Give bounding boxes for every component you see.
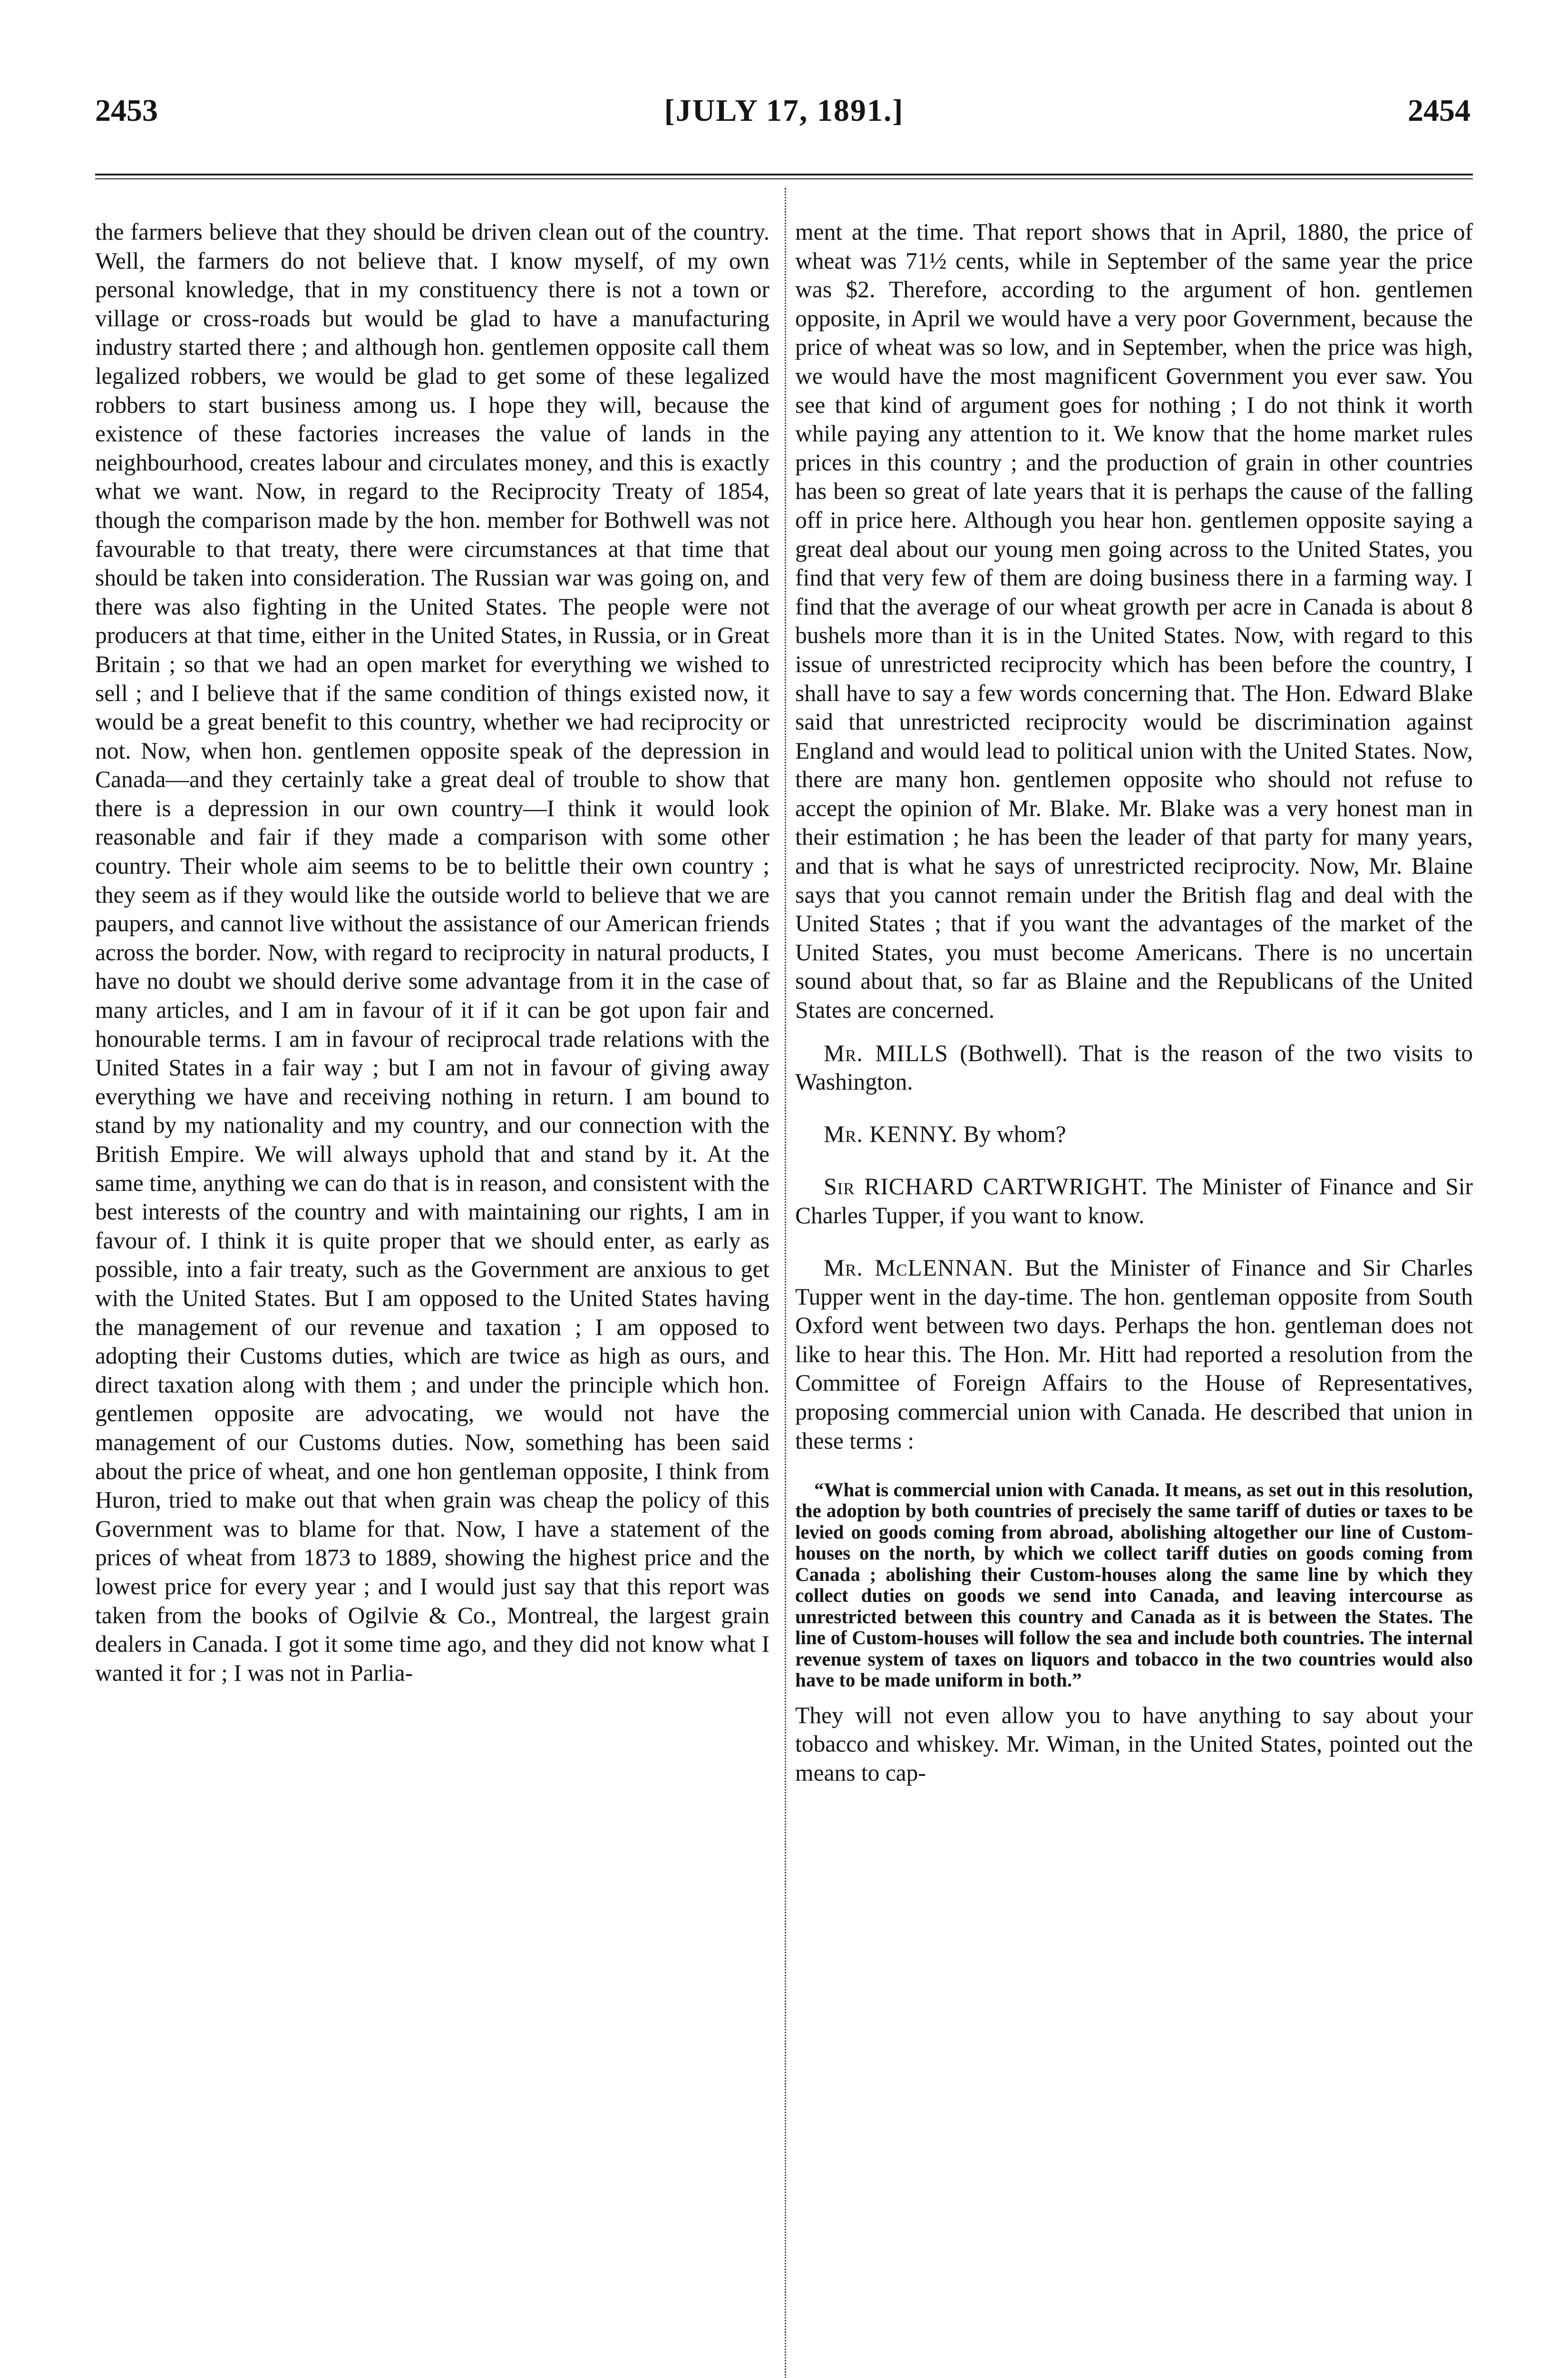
column-divider	[785, 188, 786, 2378]
speech-kenny-text: By whom?	[963, 1121, 1066, 1148]
speaker-kenny: Mr. KENNY.	[824, 1121, 958, 1148]
left-column	[95, 218, 769, 1687]
block-quote: “What is commercial union with Canada. It means, as set out in this resolution, the adoption by both countries of precisely the same tariff of duties or taxes to be levied on goods coming from abroad, abolishing altogether our line of Custom-houses on the north, by which we collect tariff duties on goods coming from Canada ; abolishing their Custom-houses along the same line by which they collect duties on goods we send into Canada, and leaving intercourse as unrestricted between this country and Canada as it is between the States. The line of Custom-houses will follow the sea and include both countries. The internal revenue system of taxes on liquors and tobacco in the two countries would also have to be made uniform in both.”	[795, 1478, 1473, 1691]
speaker-mclennan: Mr. McLENNAN.	[824, 1255, 1014, 1281]
header-rule-thin	[95, 178, 1473, 179]
right-column-opening: ment at the time. That report shows that in April, 1880, the price of wheat was 71½ cents, while in September of the same year the price was $2. Therefore, according to the argument of hon. gentlemen opposite, in April we would have a very poor Government, because the price of wheat was so low, and in September, when the price was high, we would have the most magnificent Government you ever saw. You see that kind of argument goes for nothing ; I do not think it worth while paying any attention to it. We know that the home market rules prices in this country ; and the production of grain in other countries has been so great of late years that it is perhaps the cause of the falling off in price here. Although you hear hon. gentlemen opposite saying a great deal about our young men going across to the United States, you find that very few of them are doing business there in a farming way. I find that the average of our wheat growth per acre in Canada is about 8 bushels more than it is in the United States. Now, with regard to this issue of unrestricted reciprocity which has been before the country, I shall have to say a few words concerning that. The Hon. Edward Blake said that unrestricted reciprocity would be discrimination against England and would lead to political union with the United States. Now, there are many hon. gentlemen opposite who should not refuse to accept the opinion of Mr. Blake. Mr. Blake was a very honest man in their estimation ; he has been the leader of that party for many years, and that is what he says of unrestricted reciprocity. Now, Mr. Blaine says that you cannot remain under the British flag and deal with the United States ; that if you want the advantages of the market of the United States, you must become Americans. There is no uncertain sound about that, so far as Blaine and the Republicans of the United States are concerned.	[795, 219, 1473, 1023]
right-column	[795, 218, 1473, 1788]
left-column-text: the farmers believe that they should be driven clean out of the country. Well, the farmers do not believe that. I know myself, of my own personal knowledge, that in my constituency there is not a town or village or cross-roads but would be glad to have a manufacturing industry started there ; and although hon. gentlemen opposite call them legalized robbers, we would be glad to get some of these legalized robbers to start business among us. I hope they will, because the existence of these factories increases the value of lands in the neighbourhood, creates labour and circulates money, and this is exactly what we want. Now, in regard to the Reciprocity Treaty of 1854, though the comparison made by the hon. member for Bothwell was not favourable to that treaty, there were circumstances at that time that should be taken into consideration. The Russian war was going on, and there was also fighting in the United States. The people were not producers at that time, either in the United States, in Russia, or in Great Britain ; so that we had an open market for everything we wished to sell ; and I believe that if the same condition of things existed now, it would be a great benefit to this country, whether we had reciprocity or not. Now, when hon. gentlemen opposite speak of the depression in Canada—and they certainly take a great deal of trouble to show that there is a depression in our own country—I think it would look reasonable and fair if they made a comparison with some other country. Their whole aim seems to be to belittle their own country ; they seem as if they would like the outside world to believe that we are paupers, and cannot live without the assistance of our American friends across the border. Now, with regard to reciprocity in natural products, I have no doubt we should derive some advantage from it in the case of many articles, and I am in favour of it if it can be got upon fair and honourable terms. I am in favour of reciprocal trade relations with the United States in a fair way ; but I am not in favour of giving away everything we have and receiving nothing in return. I am bound to stand by my nationality and my country, and our connection with the British Empire. We will always uphold that and stand by it. At the same time, anything we can do that is in reason, and consistent with the best interests of the country and with maintaining our rights, I am in favour of. I think it is quite proper that we should enter, as early as possible, into a fair treaty, such as the Government are anxious to get with the United States. But I am opposed to the United States having the management of our revenue and taxation ; I am opposed to adopting their Customs duties, which are twice as high as ours, and direct taxation along with them ; and under the principle which hon. gentlemen opposite are advocating, we would not have the management of our Customs duties. Now, something has been said about the price of wheat, and one hon gentleman opposite, I think from Huron, tried to make out that when grain was cheap the policy of this Government was to blame for that. Now, I have a statement of the prices of wheat from 1873 to 1889, showing the highest price and the lowest price for every year ; and I would just say that this report was taken from the books of Ogilvie & Co., Montreal, the largest grain dealers in Canada. I got it some time ago, and they did not know what I wanted it for ; I was not in Parlia-	[95, 219, 769, 1686]
speaker-mills: Mr. MILLS	[824, 1040, 948, 1066]
speech-cartwright	[795, 1172, 1473, 1230]
speech-kenny	[795, 1120, 1473, 1149]
speaker-mills-riding: (Bothwell).	[960, 1040, 1068, 1066]
speech-mclennan-text: But the Minister of Finance and Sir Charles Tupper went in the day-time. The hon. gentleman opposite from South Oxford went between two days. Perhaps the hon. gentleman does not like to hear this. The Hon. Mr. Hitt had reported a resolution from the Committee of Foreign Affairs to the House of Representatives, proposing commercial union with Canada. He described that union in these terms :	[795, 1255, 1473, 1454]
header-rule-thick	[95, 174, 1473, 175]
page-number-left: 2453	[95, 93, 158, 128]
page-number-right: 2454	[1408, 93, 1471, 128]
right-column-closing: They will not even allow you to have anything to say about your tobacco and whiskey. Mr. Wiman, in the United States, pointed out the means to cap-	[795, 1702, 1473, 1786]
speech-cartwright-text: The Minister of Finance and Sir Charles Tupper, if you want to know.	[795, 1173, 1473, 1228]
header-date: [JULY 17, 1891.]	[664, 93, 904, 128]
speaker-cartwright: Sir RICHARD CARTWRIGHT.	[824, 1173, 1148, 1200]
speech-mclennan	[795, 1254, 1473, 1455]
speech-mills-text: That is the reason of the two visits to Washington.	[795, 1040, 1473, 1095]
speech-mills	[795, 1039, 1473, 1097]
page-header	[0, 93, 1568, 136]
